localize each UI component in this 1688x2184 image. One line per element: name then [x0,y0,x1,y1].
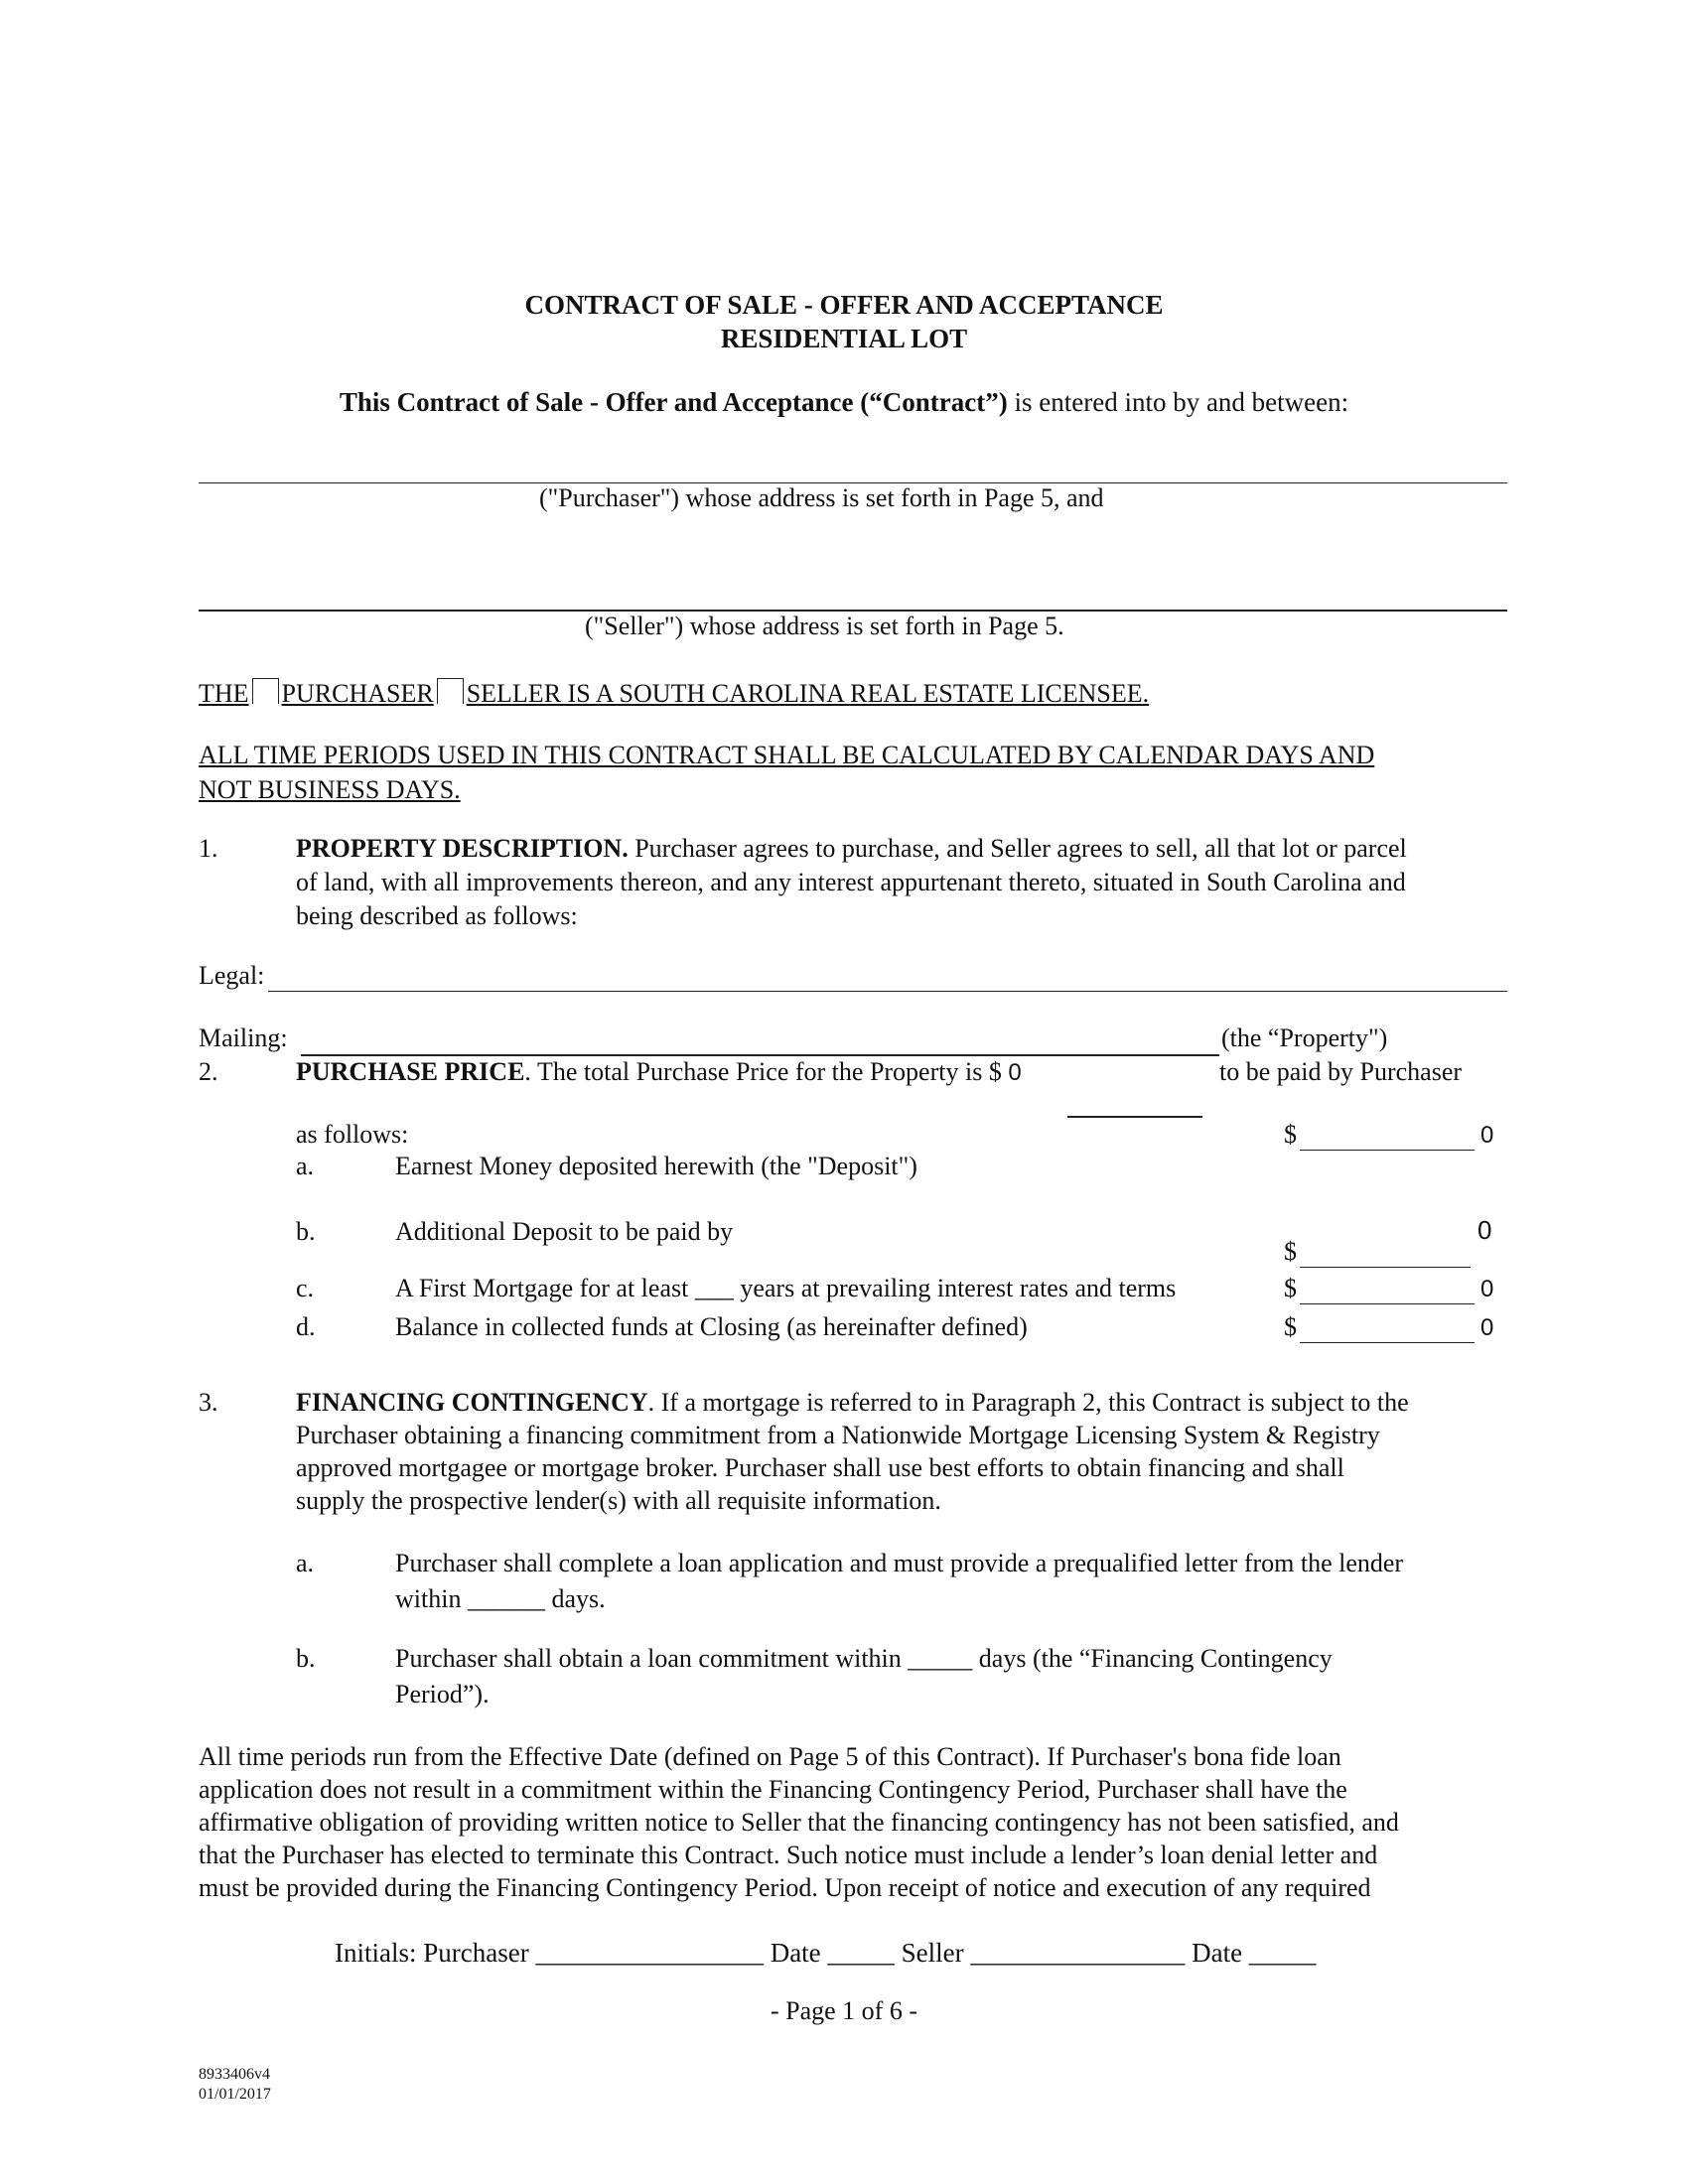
time-notice-line2: NOT BUSINESS DAYS. [199,775,461,804]
item-c-letter: c. [296,1274,315,1302]
closing-line5: must be provided during the Financing Contingency Period. Upon receipt of notice and execution of any required [199,1873,1371,1902]
purchase-price-field-line [1067,1116,1202,1118]
item-d-amount[interactable]: 0 [1480,1314,1494,1341]
section2-heading: PURCHASE PRICE [296,1057,525,1086]
licensee-prefix: THE [199,679,249,708]
item-b-text: Additional Deposit to be paid by [395,1217,734,1246]
section3-item-a-line2: within ______ days. [395,1584,606,1613]
section2-text: . The total Purchase Price for the Property is $ [524,1057,1002,1086]
item-b-amount[interactable]: 0 [1477,1215,1492,1245]
section1-line2: of land, with all improvements thereon, and any interest appurtenant thereto, situated in South Carolina and [296,868,1406,896]
doc-id: 8933406v4 [199,2066,270,2083]
purchaser-licensee-checkbox[interactable] [252,678,279,704]
item-d-letter: d. [296,1312,316,1341]
item-c-text: A First Mortgage for at least ___ years at prevailing interest rates and terms [395,1274,1177,1302]
section2-line1 [296,1057,1022,1087]
item-a-text: Earnest Money deposited herewith (the "Deposit") [395,1152,917,1180]
item-a-amount-line [1300,1150,1475,1151]
licensee-option-seller: SELLER IS A SOUTH CAROLINA REAL ESTATE LICENSEE. [466,679,1150,708]
intro-line [0,387,1688,418]
section3-number: 3. [199,1388,218,1417]
intro-bold: This Contract of Sale - Offer and Acceptance (“Contract”) [339,387,1008,417]
section1-text1: Purchaser agrees to purchase, and Seller agrees to sell, all that lot or parcel [628,834,1407,863]
section3-item-b-line2: Period”). [395,1680,490,1708]
legal-label: Legal: [199,961,265,990]
item-c-amount-line [1300,1303,1475,1304]
closing-line4: that the Purchaser has elected to terminate this Contract. Such notice must include a lender’s loan denial letter and [199,1841,1378,1869]
time-notice-line1: ALL TIME PERIODS USED IN THIS CONTRACT SHALL BE CALCULATED BY CALENDAR DAYS AND [199,741,1375,769]
doc-date: 01/01/2017 [199,2086,271,2103]
section1-line1 [296,834,1407,864]
mailing-label: Mailing: [199,1024,288,1052]
item-c-amount[interactable]: 0 [1480,1276,1494,1302]
intro-rest: is entered into by and between: [1007,387,1349,417]
closing-line1: All time periods run from the Effective Date (defined on Page 5 of this Contract). If Purchaser's bona fide loan [199,1742,1341,1771]
document-subtitle: RESIDENTIAL LOT [720,324,968,353]
closing-line2: application does not result in a commitment within the Financing Contingency Period, Purchaser shall have the [199,1775,1347,1804]
item-a-dollar: $ [1284,1120,1297,1149]
property-label: (the “Property") [1221,1024,1388,1052]
page-number: - Page 1 of 6 - [770,1996,917,2025]
initials-line: Initials: Purchaser _________________ Date _____ Seller ________________ Date _____ [335,1938,1317,1968]
purchaser-line-text: ("Purchaser") whose address is set forth in Page 5, and [539,483,1104,512]
item-b-dollar: $ [1284,1237,1297,1266]
section2-number: 2. [199,1057,218,1086]
licensee-line [199,678,1149,709]
licensee-option-purchaser: PURCHASER [281,679,434,708]
section1-line3: being described as follows: [296,901,578,930]
item-b-amount-line [1300,1267,1471,1268]
section3-line3: approved mortgagee or mortgage broker. Purchaser shall use best efforts to obtain financing and shall [296,1453,1344,1482]
item-d-text: Balance in collected funds at Closing (as hereinafter defined) [395,1312,1028,1341]
section3-text1: . If a mortgage is referred to in Paragraph 2, this Contract is subject to the [647,1388,1409,1417]
as-follows-label: as follows: [296,1120,409,1149]
section3-item-a-letter: a. [296,1549,315,1577]
section1-heading: PROPERTY DESCRIPTION. [296,834,629,863]
section1-number: 1. [199,834,218,863]
item-a-letter: a. [296,1152,315,1180]
legal-description-field[interactable] [268,991,1507,992]
section3-heading: FINANCING CONTINGENCY [296,1388,648,1417]
item-a-amount[interactable]: 0 [1480,1122,1494,1149]
section3-line2: Purchaser obtaining a financing commitment from a Nationwide Mortgage Licensing System & Registry [296,1421,1380,1449]
item-b-letter: b. [296,1217,316,1246]
section3-line1 [296,1388,1409,1418]
document-title: CONTRACT OF SALE - OFFER AND ACCEPTANCE [524,290,1164,320]
item-c-dollar: $ [1284,1274,1297,1302]
seller-line-text: ("Seller") whose address is set forth in Page 5. [585,612,1064,640]
item-d-dollar: $ [1284,1312,1297,1341]
paid-by-text: to be paid by Purchaser [1219,1057,1463,1086]
section3-item-b-line1: Purchaser shall obtain a loan commitment within _____ days (the “Financing Contingency [395,1644,1333,1673]
closing-line3: affirmative obligation of providing written notice to Seller that the financing contingency has not been satisfied, and [199,1808,1399,1837]
purchase-price-value[interactable]: 0 [1008,1059,1022,1086]
item-d-amount-line [1300,1342,1475,1343]
section3-line4: supply the prospective lender(s) with all requisite information. [296,1486,941,1515]
section3-item-b-letter: b. [296,1644,316,1673]
section3-item-a-line1: Purchaser shall complete a loan application and must provide a prequalified letter from the lender [395,1549,1404,1577]
seller-licensee-checkbox[interactable] [437,678,464,704]
mailing-address-field[interactable] [301,1054,1219,1056]
